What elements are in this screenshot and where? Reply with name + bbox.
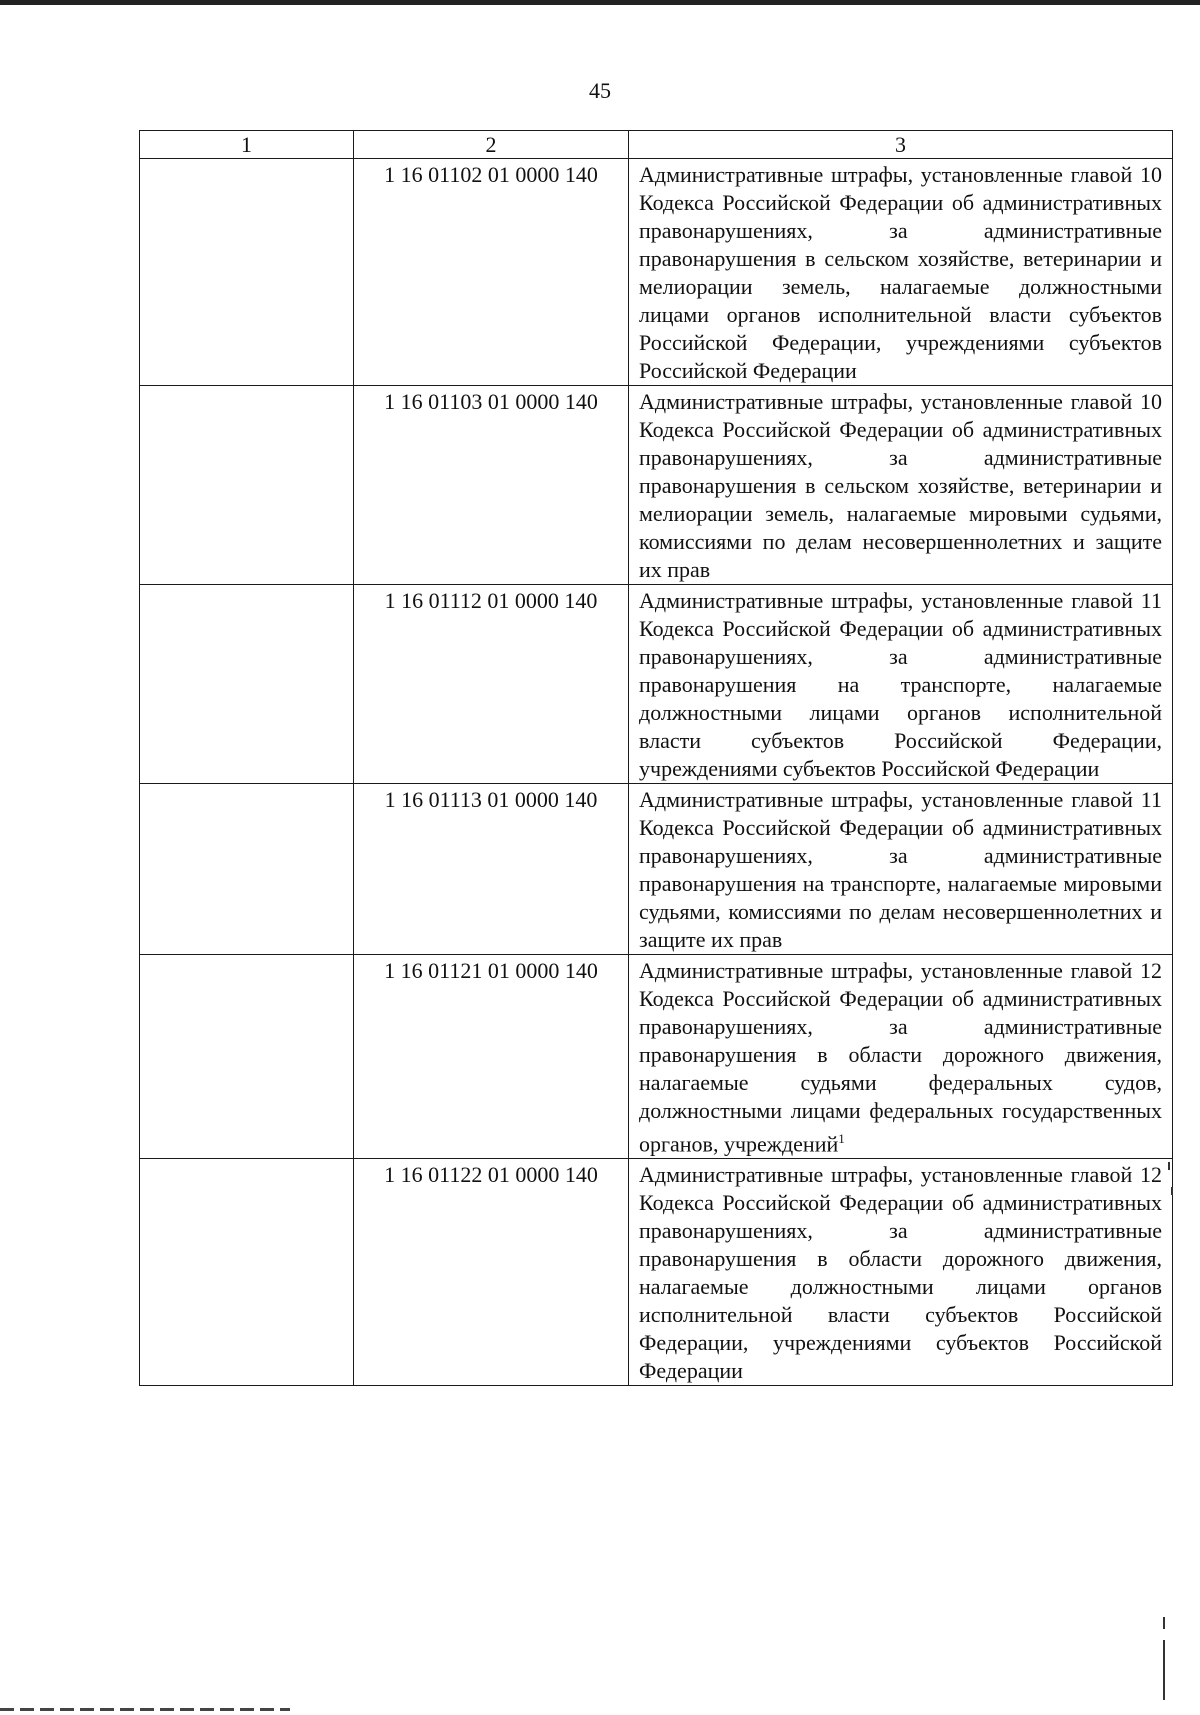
scan-artifact-mark	[1163, 1617, 1165, 1629]
row-col-1-empty	[140, 1159, 354, 1386]
budget-code: 1 16 01112 01 0000 140	[354, 585, 629, 784]
fee-description: Административные штрафы, установленные главой 11 Кодекса Российской Федерации об административных правонарушениях, за административные правонарушения на транспорте, налагаемые мировыми судьями, комиссиями по делам несовершеннолетних и защите их прав	[629, 784, 1173, 955]
footnote-marker: 1	[838, 1131, 845, 1146]
header-col-1: 1	[140, 131, 354, 159]
row-col-1-empty	[140, 159, 354, 386]
budget-code: 1 16 01103 01 0000 140	[354, 386, 629, 585]
row-col-1-empty	[140, 955, 354, 1159]
budget-code: 1 16 01113 01 0000 140	[354, 784, 629, 955]
scan-artifact-mark	[1163, 1640, 1165, 1700]
budget-code: 1 16 01102 01 0000 140	[354, 159, 629, 386]
header-col-3: 3	[629, 131, 1173, 159]
table-row	[140, 585, 1173, 784]
row-col-1-empty	[140, 784, 354, 955]
row-col-1-empty	[140, 585, 354, 784]
scan-artifact-mark	[1168, 1162, 1170, 1170]
table-header-row	[140, 131, 1173, 159]
row-col-1-empty	[140, 386, 354, 585]
page-number: 45	[589, 78, 611, 103]
fees-table	[139, 130, 1173, 1386]
fee-description: Административные штрафы, установленные главой 12 Кодекса Российской Федерации об административных правонарушениях, за административные правонарушения в области дорожного движения, налагаемые судьями федеральных судов, должностными лицами федеральных государственных органов, учреждений	[639, 958, 1162, 1157]
fee-description: Административные штрафы, установленные главой 10 Кодекса Российской Федерации об административных правонарушениях, за административные правонарушения в сельском хозяйстве, ветеринарии и мелиорации земель, налагаемые мировыми судьями, комиссиями по делам несовершеннолетних и защите их прав	[629, 386, 1173, 585]
header-col-2: 2	[354, 131, 629, 159]
budget-code: 1 16 01121 01 0000 140	[354, 955, 629, 1159]
fee-description: Административные штрафы, установленные главой 10 Кодекса Российской Федерации об административных правонарушениях, за административные правонарушения в сельском хозяйстве, ветеринарии и мелиорации земель, налагаемые должностными лицами органов исполнительной власти субъектов Российской Федерации, учреждениями субъектов Российской Федерации	[629, 159, 1173, 386]
table-row	[140, 955, 1173, 1159]
fee-description: Административные штрафы, установленные главой 11 Кодекса Российской Федерации об административных правонарушениях, за административные правонарушения на транспорте, налагаемые должностными лицами органов исполнительной власти субъектов Российской Федерации, учреждениями субъектов Российской Федерации	[629, 585, 1173, 784]
scan-artifact-mark	[1171, 1187, 1173, 1195]
table-row	[140, 1159, 1173, 1386]
page-top-border	[0, 0, 1200, 5]
fee-description-cell	[629, 955, 1173, 1159]
table-row	[140, 386, 1173, 585]
fee-description: Административные штрафы, установленные главой 12 Кодекса Российской Федерации об административных правонарушениях, за административные правонарушения в области дорожного движения, налагаемые должностными лицами органов исполнительной власти субъектов Российской Федерации, учреждениями субъектов Российской Федерации	[629, 1159, 1173, 1386]
table-row	[140, 159, 1173, 386]
scan-bottom-dashes	[0, 1708, 290, 1711]
table-row	[140, 784, 1173, 955]
budget-code: 1 16 01122 01 0000 140	[354, 1159, 629, 1386]
